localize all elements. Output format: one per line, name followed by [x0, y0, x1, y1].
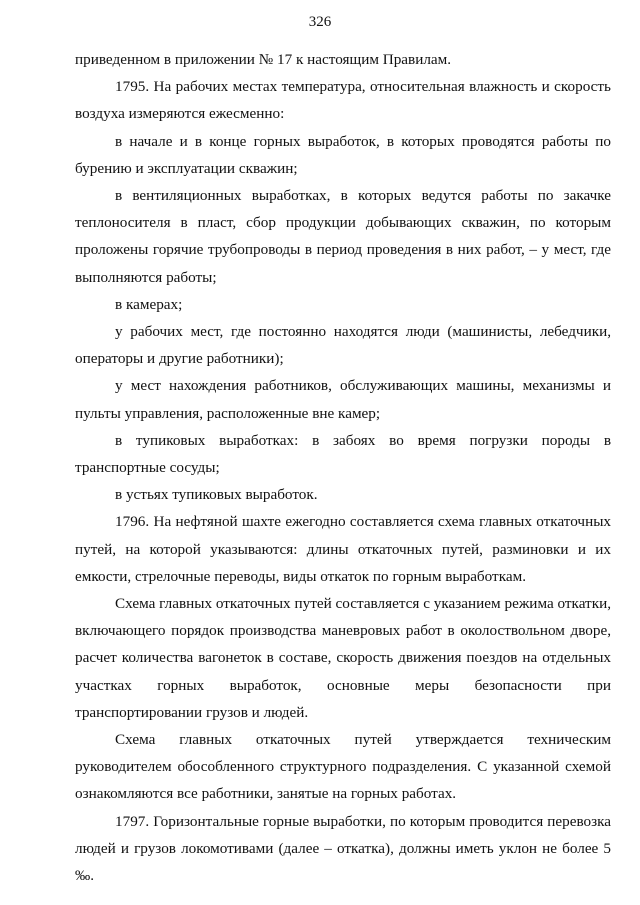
paragraph: Схема главных откаточных путей утверждается техническим руководителем обособленного структурного подразделения. С указанной схемой ознакомляются все работники, занятые на горных работах.: [75, 731, 611, 803]
paragraph: приведенном в приложении № 17 к настоящим Правилам.: [75, 51, 452, 68]
paragraph: в камерах;: [115, 295, 183, 313]
paragraph: Схема главных откаточных путей составляется с указанием режима откатки, включающего порядок производства маневровых работ в околоствольном дворе, расчет количества вагонеток в составе, скорость движения поездов на отдельных участках горных выработок, основные меры безопасности при транспортировании грузов и людей.: [75, 595, 611, 721]
document-body: [75, 46, 611, 889]
page-number: 326: [308, 14, 332, 30]
paragraph: у мест нахождения работников, обслуживающих машины, механизмы и пульты управления, расположенные вне камер;: [75, 377, 611, 422]
paragraph: в вентиляционных выработках, в которых ведутся работы по закачке теплоносителя в пласт, сбор продукции добывающих скважин, по которым проложены горячие трубопроводы в период проведения в них работ, – у мест, где выполняются работы;: [75, 187, 611, 286]
paragraph: 1797. Горизонтальные горные выработки, по которым проводится перевозка людей и грузов локомотивами (далее – откатка), должны иметь уклон не более 5 ‰.: [75, 812, 611, 885]
paragraph: в устьях тупиковых выработок.: [115, 486, 318, 504]
paragraph: в тупиковых выработках: в забоях во время погрузки породы в транспортные сосуды;: [75, 431, 611, 477]
paragraph: 1796. На нефтяной шахте ежегодно составляется схема главных откаточных путей, на которой указываются: длины откаточных путей, разминовки и их емкости, стрелочные переводы, виды откаток по горным выработкам.: [75, 513, 611, 585]
paragraph: у рабочих мест, где постоянно находятся люди (машинисты, лебедчики, операторы и другие работники);: [75, 323, 611, 368]
paragraph: 1795. На рабочих местах температура, относительная влажность и скорость воздуха измеряются ежесменно:: [75, 78, 611, 123]
paragraph: в начале и в конце горных выработок, в которых проводятся работы по бурению и эксплуатации скважин;: [75, 132, 611, 177]
